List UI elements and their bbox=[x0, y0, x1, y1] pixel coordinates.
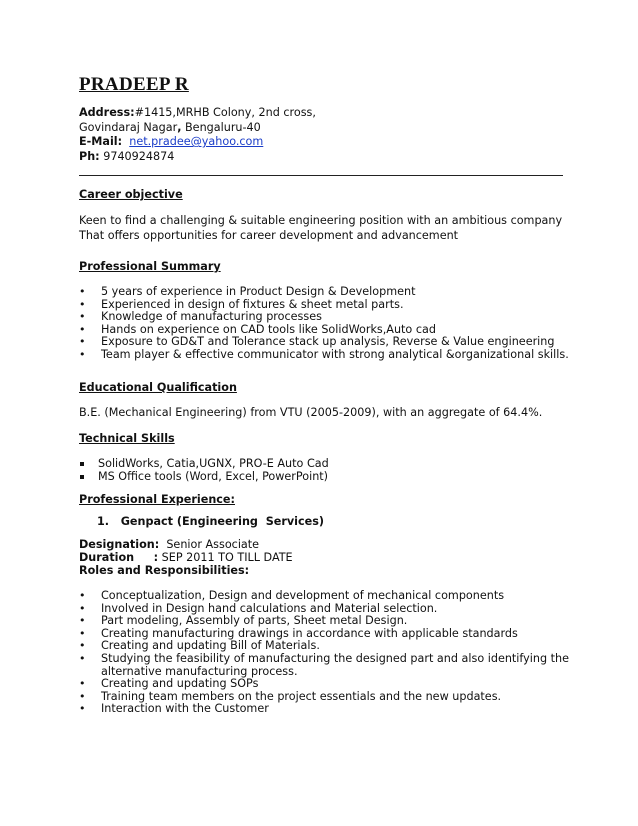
career-objective-line: That offers opportunities for career development and advancement bbox=[79, 228, 459, 242]
bullet-icon bbox=[79, 590, 89, 603]
professional-summary-heading: Professional Summary bbox=[79, 260, 221, 273]
list-item-text: SolidWorks, Catia,UGNX, PRO-E Auto Cad bbox=[98, 457, 329, 470]
list-item-text: Team player & effective communicator with strong analytical &organizational skills. bbox=[101, 347, 569, 361]
list-item bbox=[79, 471, 569, 484]
bullet-icon bbox=[79, 349, 89, 362]
roles-label: Roles and Responsibilities: bbox=[79, 563, 250, 577]
education-heading: Educational Qualification bbox=[79, 381, 237, 394]
professional-summary-list bbox=[79, 286, 569, 362]
list-item bbox=[79, 703, 569, 716]
technical-skills-list bbox=[79, 458, 569, 483]
role-meta bbox=[79, 539, 293, 577]
career-objective-heading: Career objective bbox=[79, 188, 183, 201]
phone-value: 9740924874 bbox=[103, 149, 175, 163]
address-line bbox=[79, 106, 316, 121]
phone-label: Ph: bbox=[79, 149, 100, 163]
list-item bbox=[79, 653, 569, 678]
list-item-text: Creating and updating Bill of Materials. bbox=[101, 639, 320, 653]
address-label: Address: bbox=[79, 106, 135, 119]
designation-value: Senior Associate bbox=[166, 538, 260, 551]
phone-line bbox=[79, 150, 316, 165]
contact-block bbox=[79, 106, 316, 164]
list-item-text: Conceptualization, Design and development of mechanical components bbox=[101, 589, 505, 602]
list-item bbox=[79, 349, 569, 362]
career-objective-text bbox=[79, 214, 569, 243]
bullet-icon bbox=[79, 311, 89, 324]
roles-heading bbox=[79, 565, 293, 578]
email-link[interactable]: net.pradee@yahoo.com bbox=[129, 135, 264, 149]
list-item-text: Interaction with the Customer bbox=[101, 702, 269, 716]
list-item-text: Creating manufacturing drawings in accordance with applicable standards bbox=[101, 626, 518, 640]
list-item-text: 5 years of experience in Product Design & Development bbox=[101, 285, 416, 298]
address-locality: Govindaraj Nagar bbox=[79, 120, 178, 134]
company-title: 1. Genpact (Engineering Services) bbox=[97, 515, 324, 528]
address-value: #1415,MRHB Colony, 2nd cross, bbox=[134, 106, 316, 119]
list-item-text: Exposure to GD&T and Tolerance stack up analysis, Reverse & Value engineering bbox=[101, 335, 555, 349]
list-item-text: MS Office tools (Word, Excel, PowerPoint) bbox=[98, 469, 329, 483]
address-line-2 bbox=[79, 121, 316, 136]
list-item-text: Involved in Design hand calculations and Material selection. bbox=[101, 601, 438, 615]
list-item-text: Training team members on the project essentials and the new updates. bbox=[101, 689, 502, 703]
list-item-text: Creating and updating SOPs bbox=[101, 677, 259, 691]
email-line bbox=[79, 135, 316, 150]
address-comma: , bbox=[177, 120, 182, 134]
designation-label: Designation: bbox=[79, 538, 160, 551]
professional-experience-heading: Professional Experience: bbox=[79, 493, 235, 506]
candidate-name: PRADEEP R bbox=[79, 74, 189, 95]
education-text: B.E. (Mechanical Engineering) from VTU (2005-2009), with an aggregate of 64.4%. bbox=[79, 406, 543, 419]
bullet-icon bbox=[79, 703, 89, 716]
career-objective-line: Keen to find a challenging & suitable engineering position with an ambitious company bbox=[79, 214, 563, 227]
bullet-icon bbox=[79, 615, 89, 628]
bullet-icon bbox=[79, 678, 89, 691]
roles-list bbox=[79, 590, 569, 716]
bullet-icon bbox=[79, 286, 89, 299]
list-item-text: Knowledge of manufacturing processes bbox=[101, 310, 322, 324]
list-item-text: Studying the feasibility of manufacturing the designed part and also identifying the alternative manufacturing process. bbox=[101, 651, 569, 678]
duration-value: SEP 2011 TO TILL DATE bbox=[161, 550, 293, 564]
duration-label: Duration : bbox=[79, 550, 159, 564]
bullet-icon bbox=[79, 653, 89, 666]
list-item-text: Hands on experience on CAD tools like SolidWorks,Auto cad bbox=[101, 322, 436, 336]
technical-skills-heading: Technical Skills bbox=[79, 432, 175, 445]
email-label: E-Mail: bbox=[79, 135, 123, 149]
address-city: Bengaluru-40 bbox=[181, 120, 261, 134]
list-item-text: Part modeling, Assembly of parts, Sheet metal Design. bbox=[101, 614, 408, 628]
header-divider bbox=[79, 175, 563, 176]
list-item-text: Experienced in design of fixtures & sheet metal parts. bbox=[101, 297, 404, 311]
